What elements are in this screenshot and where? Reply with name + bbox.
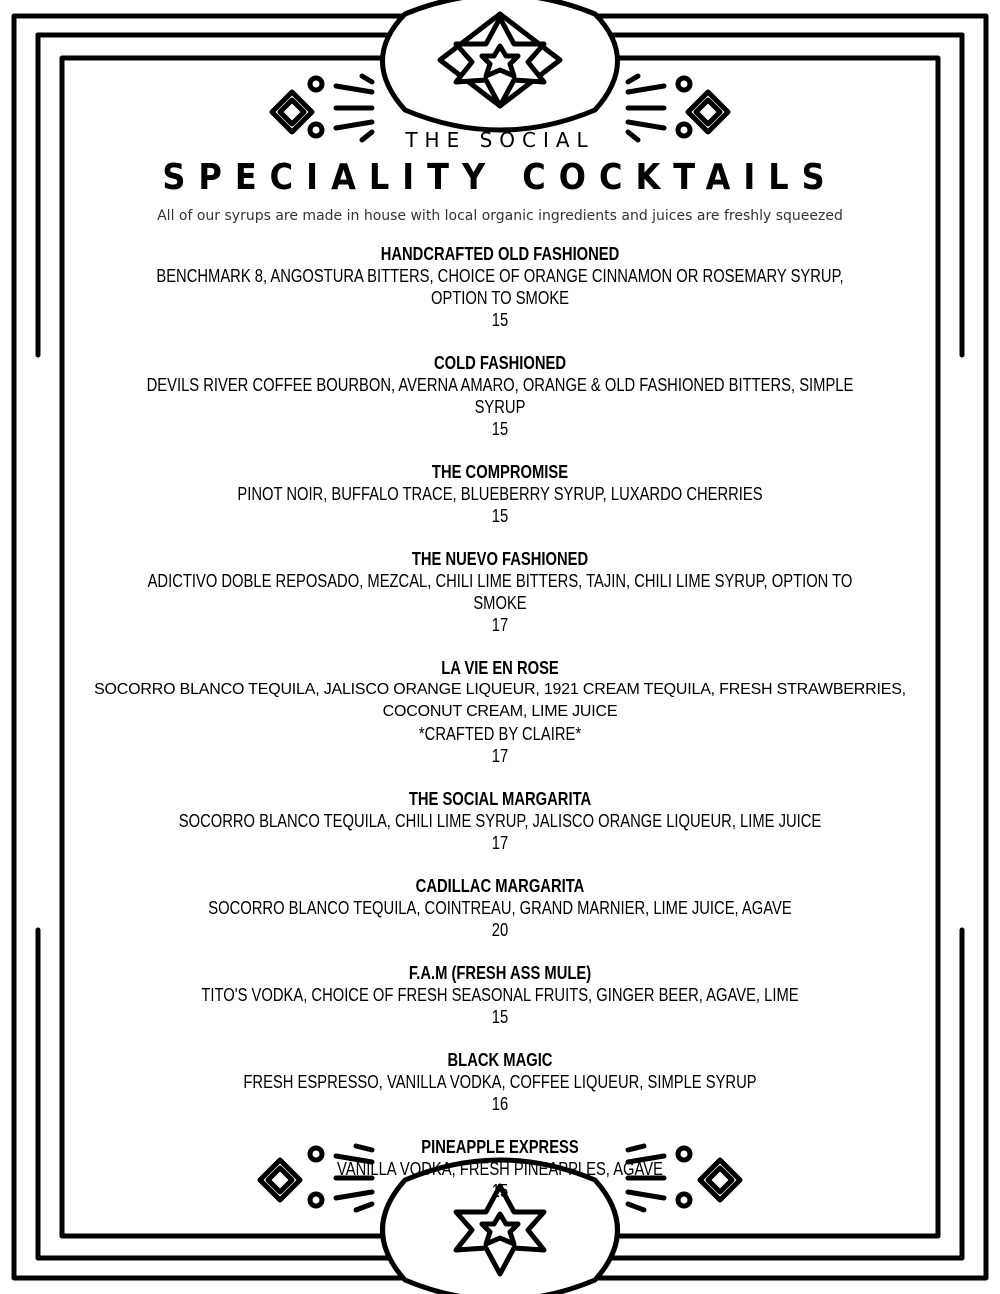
- item-price: 16: [491, 1094, 509, 1114]
- item-name: THE SOCIAL MARGARITA: [408, 789, 592, 809]
- item-name: HANDCRAFTED OLD FASHIONED: [380, 244, 620, 264]
- menu-item: [60, 963, 940, 1028]
- menu-item: [60, 462, 940, 527]
- menu-item: [60, 353, 940, 440]
- item-description: PINOT NOIR, BUFFALO TRACE, BLUEBERRY SYRUP, LUXARDO CHERRIES: [237, 484, 763, 504]
- item-description: BENCHMARK 8, ANGOSTURA BITTERS, CHOICE OF ORANGE CINNAMON OR ROSEMARY SYRUP, OPTION TO SMOKE: [156, 266, 844, 308]
- menu-item: [60, 789, 940, 854]
- item-description: ADICTIVO DOBLE REPOSADO, MEZCAL, CHILI LIME BITTERS, TAJIN, CHILI LIME SYRUP, OPTION TO SMOKE: [147, 571, 853, 613]
- item-description: VANILLA VODKA, FRESH PINEAPPLES, AGAVE: [337, 1159, 663, 1179]
- menu-item: [60, 1137, 940, 1202]
- item-name: LA VIE EN ROSE: [441, 658, 559, 678]
- page-title: SPECIALITY COCKTAILS: [162, 156, 838, 198]
- item-name: PINEAPPLE EXPRESS: [421, 1137, 579, 1157]
- item-price: 15: [491, 506, 509, 526]
- item-name: COLD FASHIONED: [433, 353, 567, 373]
- cocktail-menu: [60, 244, 940, 1224]
- brand-name: THE SOCIAL: [405, 128, 595, 152]
- item-description: SOCORRO BLANCO TEQUILA, CHILI LIME SYRUP, JALISCO ORANGE LIQUEUR, LIME JUICE: [178, 811, 822, 831]
- item-description: TITO'S VODKA, CHOICE OF FRESH SEASONAL FRUITS, GINGER BEER, AGAVE, LIME: [201, 985, 799, 1005]
- item-description: DEVILS RIVER COFFEE BOURBON, AVERNA AMARO, ORANGE & OLD FASHIONED BITTERS, SIMPLE SYRUP: [146, 375, 854, 417]
- item-price: 20: [491, 920, 509, 940]
- item-price: 15: [491, 1007, 509, 1027]
- item-price: 17: [491, 615, 509, 635]
- item-name: THE NUEVO FASHIONED: [411, 549, 589, 569]
- menu-item: [60, 1050, 940, 1115]
- item-price: 15: [491, 419, 509, 439]
- item-note: *CRAFTED BY CLAIRE*: [418, 724, 582, 744]
- item-name: THE COMPROMISE: [431, 462, 569, 482]
- item-name: BLACK MAGIC: [447, 1050, 553, 1070]
- item-description: SOCORRO BLANCO TEQUILA, COINTREAU, GRAND MARNIER, LIME JUICE, AGAVE: [208, 898, 792, 918]
- item-name: CADILLAC MARGARITA: [415, 876, 585, 896]
- menu-item: [60, 549, 940, 636]
- menu-item: [60, 658, 940, 767]
- menu-item: [60, 244, 940, 331]
- item-description: FRESH ESPRESSO, VANILLA VODKA, COFFEE LIQUEUR, SIMPLE SYRUP: [243, 1072, 757, 1092]
- item-price: 15: [491, 1181, 509, 1201]
- page-subtitle: All of our syrups are made in house with local organic ingredients and juices are freshly squeezed: [157, 208, 843, 224]
- item-name: F.A.M (FRESH ASS MULE): [408, 963, 592, 983]
- item-price: 17: [491, 746, 509, 766]
- menu-item: [60, 876, 940, 941]
- item-price: 15: [491, 310, 509, 330]
- item-description: SOCORRO BLANCO TEQUILA, JALISCO ORANGE LIQUEUR, 1921 CREAM TEQUILA, FRESH STRAWBERRIES, COCONUT CREAM, LIME JUICE: [94, 681, 906, 720]
- item-price: 17: [491, 833, 509, 853]
- top-star-ornament: [383, 0, 618, 130]
